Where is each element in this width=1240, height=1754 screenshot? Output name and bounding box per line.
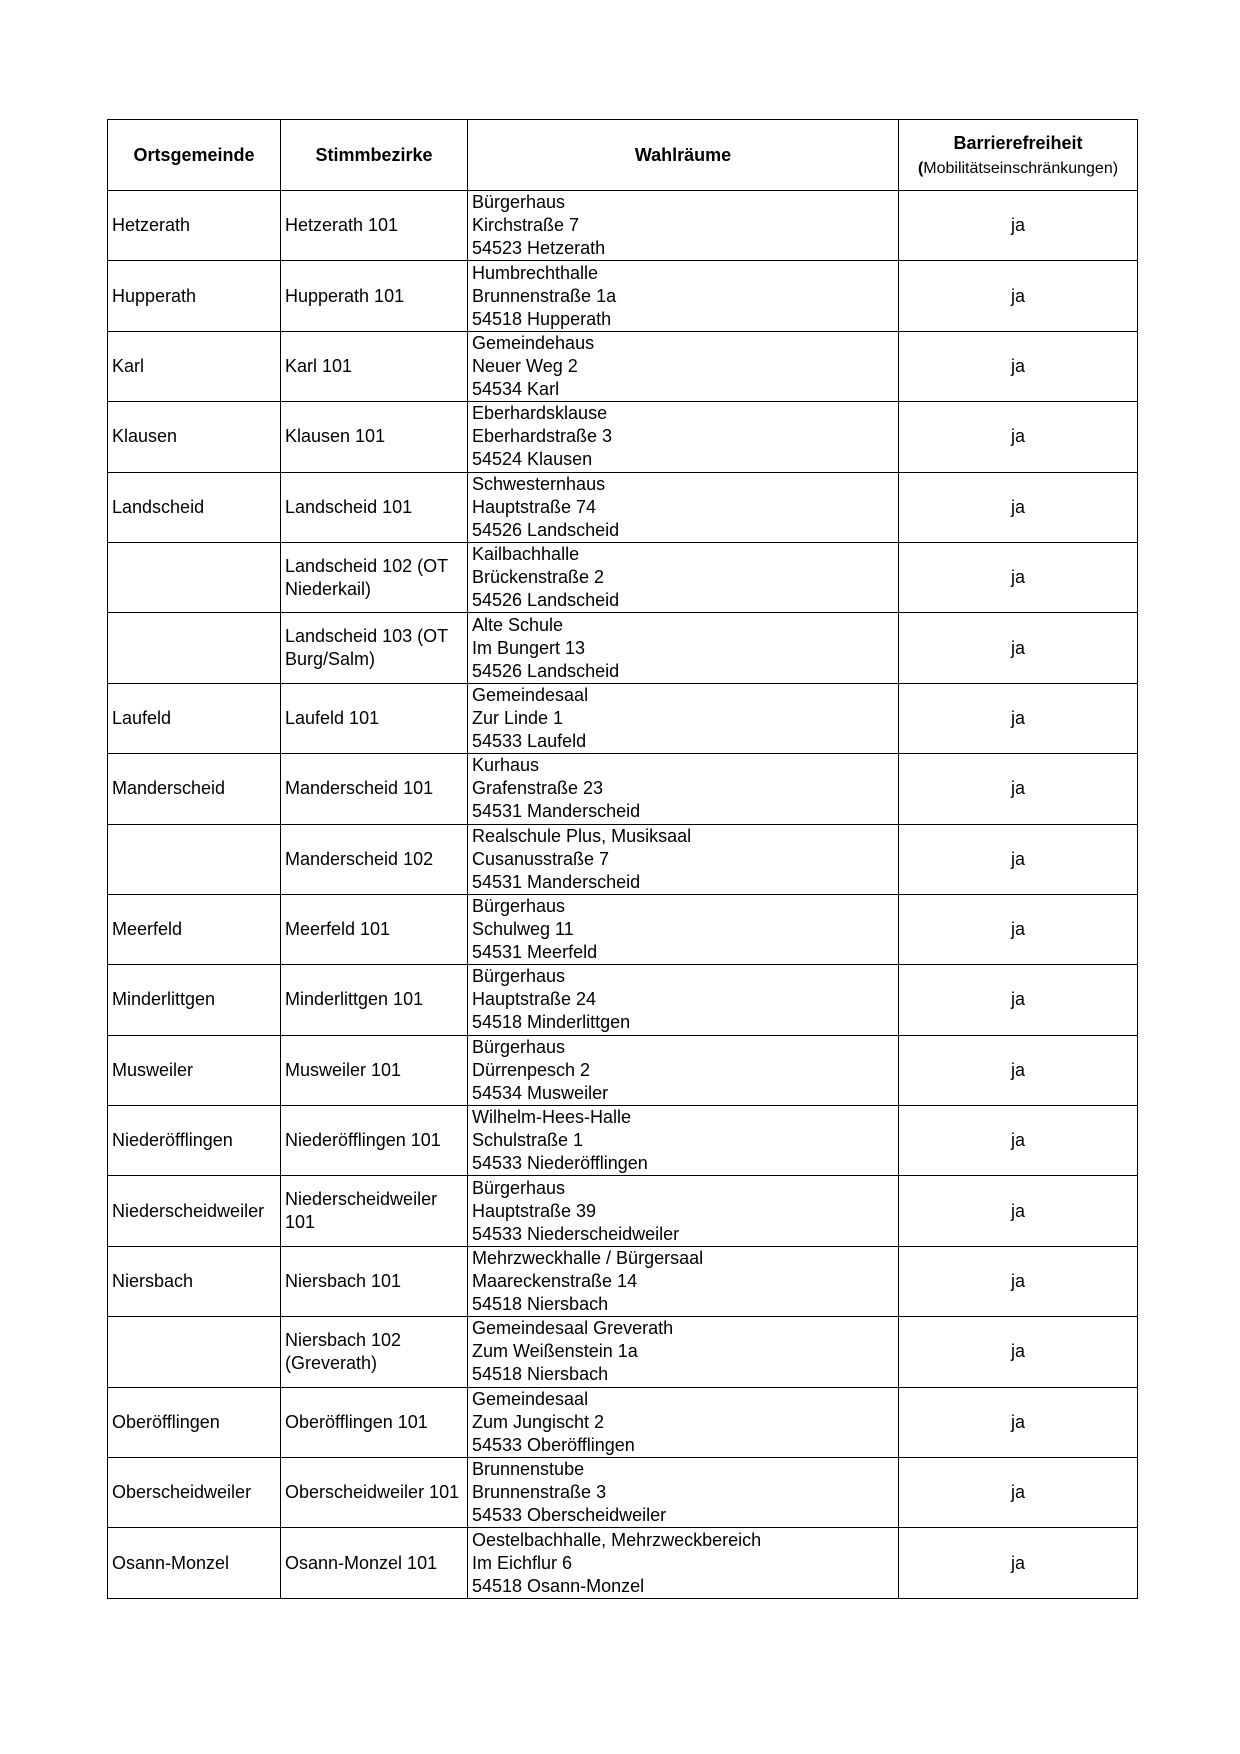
wahlraum-line: Brunnenstraße 1a xyxy=(472,285,617,306)
wahlraum-line: 54534 Karl xyxy=(472,378,560,399)
cell-stimmbezirk: Manderscheid 101 xyxy=(281,754,468,824)
cell-wahlraum xyxy=(468,1246,899,1316)
header-wahlraeume: Wahlräume xyxy=(468,120,899,191)
table-body xyxy=(108,191,1138,1599)
wahlraum-line: Wilhelm-Hees-Halle xyxy=(472,1107,632,1128)
cell-stimmbezirk: Klausen 101 xyxy=(281,402,468,472)
cell-stimmbezirk: Manderscheid 102 xyxy=(281,824,468,894)
table-row xyxy=(108,1458,1138,1528)
cell-stimmbezirk: Minderlittgen 101 xyxy=(281,965,468,1035)
cell-barrierefreiheit: ja xyxy=(899,191,1138,261)
wahlraum-line: Bürgerhaus xyxy=(472,1036,566,1057)
table-row xyxy=(108,683,1138,753)
header-barrierefreiheit-subtitle xyxy=(903,160,1133,178)
cell-ortsgemeinde: Niederscheidweiler xyxy=(108,1176,281,1246)
cell-stimmbezirk: Niederscheidweiler 101 xyxy=(281,1176,468,1246)
table-row xyxy=(108,1246,1138,1316)
cell-ortsgemeinde: Manderscheid xyxy=(108,754,281,824)
cell-stimmbezirk: Oberscheidweiler 101 xyxy=(281,1458,468,1528)
cell-ortsgemeinde: Hetzerath xyxy=(108,191,281,261)
cell-ortsgemeinde: Meerfeld xyxy=(108,894,281,964)
wahlraum-line: 54526 Landscheid xyxy=(472,660,620,681)
cell-wahlraum xyxy=(468,1176,899,1246)
cell-stimmbezirk: Meerfeld 101 xyxy=(281,894,468,964)
cell-ortsgemeinde xyxy=(108,613,281,683)
cell-barrierefreiheit: ja xyxy=(899,1106,1138,1176)
cell-barrierefreiheit: ja xyxy=(899,1176,1138,1246)
cell-stimmbezirk: Landscheid 102 (OT Niederkail) xyxy=(281,542,468,612)
wahlraeume-table xyxy=(107,119,1138,1599)
table-row xyxy=(108,472,1138,542)
wahlraum-line: Brückenstraße 2 xyxy=(472,567,605,588)
cell-wahlraum xyxy=(468,1528,899,1598)
table-row xyxy=(108,754,1138,824)
wahlraum-line: Kurhaus xyxy=(472,755,540,776)
wahlraum-line: 54533 Laufeld xyxy=(472,730,587,751)
wahlraum-line: Hauptstraße 74 xyxy=(472,496,597,517)
cell-barrierefreiheit: ja xyxy=(899,683,1138,753)
wahlraum-line: Mehrzweckhalle / Bürgersaal xyxy=(472,1248,704,1269)
cell-barrierefreiheit: ja xyxy=(899,402,1138,472)
table-row xyxy=(108,1528,1138,1598)
cell-wahlraum xyxy=(468,894,899,964)
header-ortsgemeinde: Ortsgemeinde xyxy=(108,120,281,191)
wahlraum-line: 54534 Musweiler xyxy=(472,1082,609,1103)
wahlraum-line: Im Eichflur 6 xyxy=(472,1552,573,1573)
wahlraum-line: Brunnenstraße 3 xyxy=(472,1482,607,1503)
table-row xyxy=(108,1317,1138,1387)
table-row xyxy=(108,613,1138,683)
wahlraum-line: Humbrechthalle xyxy=(472,262,599,283)
cell-ortsgemeinde: Niederöfflingen xyxy=(108,1106,281,1176)
wahlraum-line: Zur Linde 1 xyxy=(472,707,564,728)
cell-stimmbezirk: Laufeld 101 xyxy=(281,683,468,753)
wahlraum-line: Cusanusstraße 7 xyxy=(472,848,610,869)
wahlraum-line: Schwesternhaus xyxy=(472,473,606,494)
cell-ortsgemeinde: Oberöfflingen xyxy=(108,1387,281,1457)
wahlraum-line: 54524 Klausen xyxy=(472,449,593,470)
wahlraum-line: Neuer Weg 2 xyxy=(472,355,578,376)
wahlraum-line: Bürgerhaus xyxy=(472,966,566,987)
cell-wahlraum xyxy=(468,1106,899,1176)
cell-barrierefreiheit: ja xyxy=(899,894,1138,964)
wahlraum-line: 54531 Manderscheid xyxy=(472,871,641,892)
cell-barrierefreiheit: ja xyxy=(899,261,1138,331)
cell-ortsgemeinde xyxy=(108,542,281,612)
cell-stimmbezirk: Niersbach 102 (Greverath) xyxy=(281,1317,468,1387)
cell-stimmbezirk: Hupperath 101 xyxy=(281,261,468,331)
cell-barrierefreiheit: ja xyxy=(899,965,1138,1035)
wahlraum-line: 54526 Landscheid xyxy=(472,590,620,611)
wahlraum-line: Im Bungert 13 xyxy=(472,637,586,658)
cell-ortsgemeinde: Karl xyxy=(108,331,281,401)
wahlraum-line: 54518 Niersbach xyxy=(472,1364,609,1385)
wahlraum-line: Gemeindesaal xyxy=(472,1388,589,1409)
cell-wahlraum xyxy=(468,331,899,401)
cell-wahlraum xyxy=(468,542,899,612)
cell-ortsgemeinde: Klausen xyxy=(108,402,281,472)
cell-wahlraum xyxy=(468,1035,899,1105)
wahlraum-line: 54531 Manderscheid xyxy=(472,801,641,822)
table-row xyxy=(108,1106,1138,1176)
cell-wahlraum xyxy=(468,402,899,472)
wahlraum-line: Bürgerhaus xyxy=(472,192,566,213)
cell-barrierefreiheit: ja xyxy=(899,824,1138,894)
header-barrierefreiheit xyxy=(899,120,1138,191)
cell-stimmbezirk: Musweiler 101 xyxy=(281,1035,468,1105)
wahlraum-line: Schulstraße 1 xyxy=(472,1130,584,1151)
cell-stimmbezirk: Oberöfflingen 101 xyxy=(281,1387,468,1457)
wahlraum-line: Zum Weißenstein 1a xyxy=(472,1341,638,1362)
cell-ortsgemeinde: Musweiler xyxy=(108,1035,281,1105)
cell-barrierefreiheit: ja xyxy=(899,613,1138,683)
cell-barrierefreiheit: ja xyxy=(899,1246,1138,1316)
cell-ortsgemeinde: Laufeld xyxy=(108,683,281,753)
wahlraum-line: 54518 Hupperath xyxy=(472,308,612,329)
header-row xyxy=(108,120,1138,191)
cell-barrierefreiheit: ja xyxy=(899,1317,1138,1387)
wahlraum-line: 54526 Landscheid xyxy=(472,519,620,540)
cell-ortsgemeinde: Oberscheidweiler xyxy=(108,1458,281,1528)
cell-wahlraum xyxy=(468,754,899,824)
table-row xyxy=(108,402,1138,472)
table-row xyxy=(108,1176,1138,1246)
table-row xyxy=(108,1387,1138,1457)
wahlraum-line: Schulweg 11 xyxy=(472,919,574,940)
wahlraum-line: Dürrenpesch 2 xyxy=(472,1059,591,1080)
wahlraum-line: Brunnenstube xyxy=(472,1459,585,1480)
cell-stimmbezirk: Landscheid 101 xyxy=(281,472,468,542)
table-row xyxy=(108,191,1138,261)
wahlraum-line: 54533 Niederöfflingen xyxy=(472,1153,648,1174)
cell-wahlraum xyxy=(468,1458,899,1528)
header-subtitle-paren: ( xyxy=(917,159,924,177)
wahlraum-line: 54518 Osann-Monzel xyxy=(472,1575,645,1596)
cell-stimmbezirk: Landscheid 103 (OT Burg/Salm) xyxy=(281,613,468,683)
table-row xyxy=(108,965,1138,1035)
wahlraum-line: 54533 Niederscheidweiler xyxy=(472,1223,680,1244)
wahlraum-line: Hauptstraße 39 xyxy=(472,1200,597,1221)
wahlraum-line: 54523 Hetzerath xyxy=(472,238,606,259)
cell-stimmbezirk: Niersbach 101 xyxy=(281,1246,468,1316)
wahlraum-line: Gemeindesaal xyxy=(472,684,589,705)
cell-barrierefreiheit: ja xyxy=(899,754,1138,824)
cell-wahlraum xyxy=(468,1317,899,1387)
cell-ortsgemeinde: Landscheid xyxy=(108,472,281,542)
wahlraum-line: 54533 Oberscheidweiler xyxy=(472,1505,667,1526)
cell-ortsgemeinde: Osann-Monzel xyxy=(108,1528,281,1598)
cell-stimmbezirk: Karl 101 xyxy=(281,331,468,401)
table-row xyxy=(108,331,1138,401)
cell-ortsgemeinde xyxy=(108,824,281,894)
table-row xyxy=(108,894,1138,964)
wahlraum-line: 54533 Oberöfflingen xyxy=(472,1434,635,1455)
wahlraum-line: Grafenstraße 23 xyxy=(472,778,604,799)
table-row xyxy=(108,542,1138,612)
wahlraum-line: 54518 Niersbach xyxy=(472,1294,609,1315)
header-barrierefreiheit-title: Barrierefreiheit xyxy=(953,132,1083,153)
cell-wahlraum xyxy=(468,683,899,753)
cell-stimmbezirk: Niederöfflingen 101 xyxy=(281,1106,468,1176)
wahlraum-line: Gemeindehaus xyxy=(472,332,595,353)
wahlraum-line: Gemeindesaal Greverath xyxy=(472,1318,674,1339)
wahlraum-line: Maareckenstraße 14 xyxy=(472,1271,638,1292)
wahlraum-line: Bürgerhaus xyxy=(472,1177,566,1198)
cell-stimmbezirk: Osann-Monzel 101 xyxy=(281,1528,468,1598)
table-row xyxy=(108,824,1138,894)
cell-barrierefreiheit: ja xyxy=(899,472,1138,542)
cell-ortsgemeinde: Niersbach xyxy=(108,1246,281,1316)
cell-wahlraum xyxy=(468,472,899,542)
cell-ortsgemeinde xyxy=(108,1317,281,1387)
cell-barrierefreiheit: ja xyxy=(899,331,1138,401)
cell-wahlraum xyxy=(468,261,899,331)
wahlraum-line: Alte Schule xyxy=(472,614,564,635)
header-stimmbezirke: Stimmbezirke xyxy=(281,120,468,191)
wahlraum-line: Zum Jungischt 2 xyxy=(472,1411,605,1432)
cell-barrierefreiheit: ja xyxy=(899,1035,1138,1105)
cell-wahlraum xyxy=(468,191,899,261)
header-subtitle-text: Mobilitätseinschränkungen) xyxy=(923,159,1119,177)
wahlraum-line: Realschule Plus, Musiksaal xyxy=(472,825,692,846)
cell-ortsgemeinde: Minderlittgen xyxy=(108,965,281,1035)
cell-wahlraum xyxy=(468,613,899,683)
wahlraum-line: Kailbachhalle xyxy=(472,544,580,565)
wahlraum-line: Eberhardsklause xyxy=(472,403,608,424)
cell-wahlraum xyxy=(468,1387,899,1457)
cell-stimmbezirk: Hetzerath 101 xyxy=(281,191,468,261)
cell-wahlraum xyxy=(468,824,899,894)
wahlraum-line: 54531 Meerfeld xyxy=(472,942,598,963)
cell-barrierefreiheit: ja xyxy=(899,1458,1138,1528)
cell-wahlraum xyxy=(468,965,899,1035)
wahlraum-line: 54518 Minderlittgen xyxy=(472,1012,631,1033)
cell-barrierefreiheit: ja xyxy=(899,1528,1138,1598)
wahlraum-line: Bürgerhaus xyxy=(472,896,566,917)
wahlraum-line: Eberhardstraße 3 xyxy=(472,426,613,447)
wahlraum-line: Hauptstraße 24 xyxy=(472,989,597,1010)
wahlraum-line: Oestelbachhalle, Mehrzweckbereich xyxy=(472,1529,762,1550)
cell-barrierefreiheit: ja xyxy=(899,542,1138,612)
table-row xyxy=(108,261,1138,331)
cell-ortsgemeinde: Hupperath xyxy=(108,261,281,331)
table-row xyxy=(108,1035,1138,1105)
cell-barrierefreiheit: ja xyxy=(899,1387,1138,1457)
wahlraum-line: Kirchstraße 7 xyxy=(472,215,580,236)
